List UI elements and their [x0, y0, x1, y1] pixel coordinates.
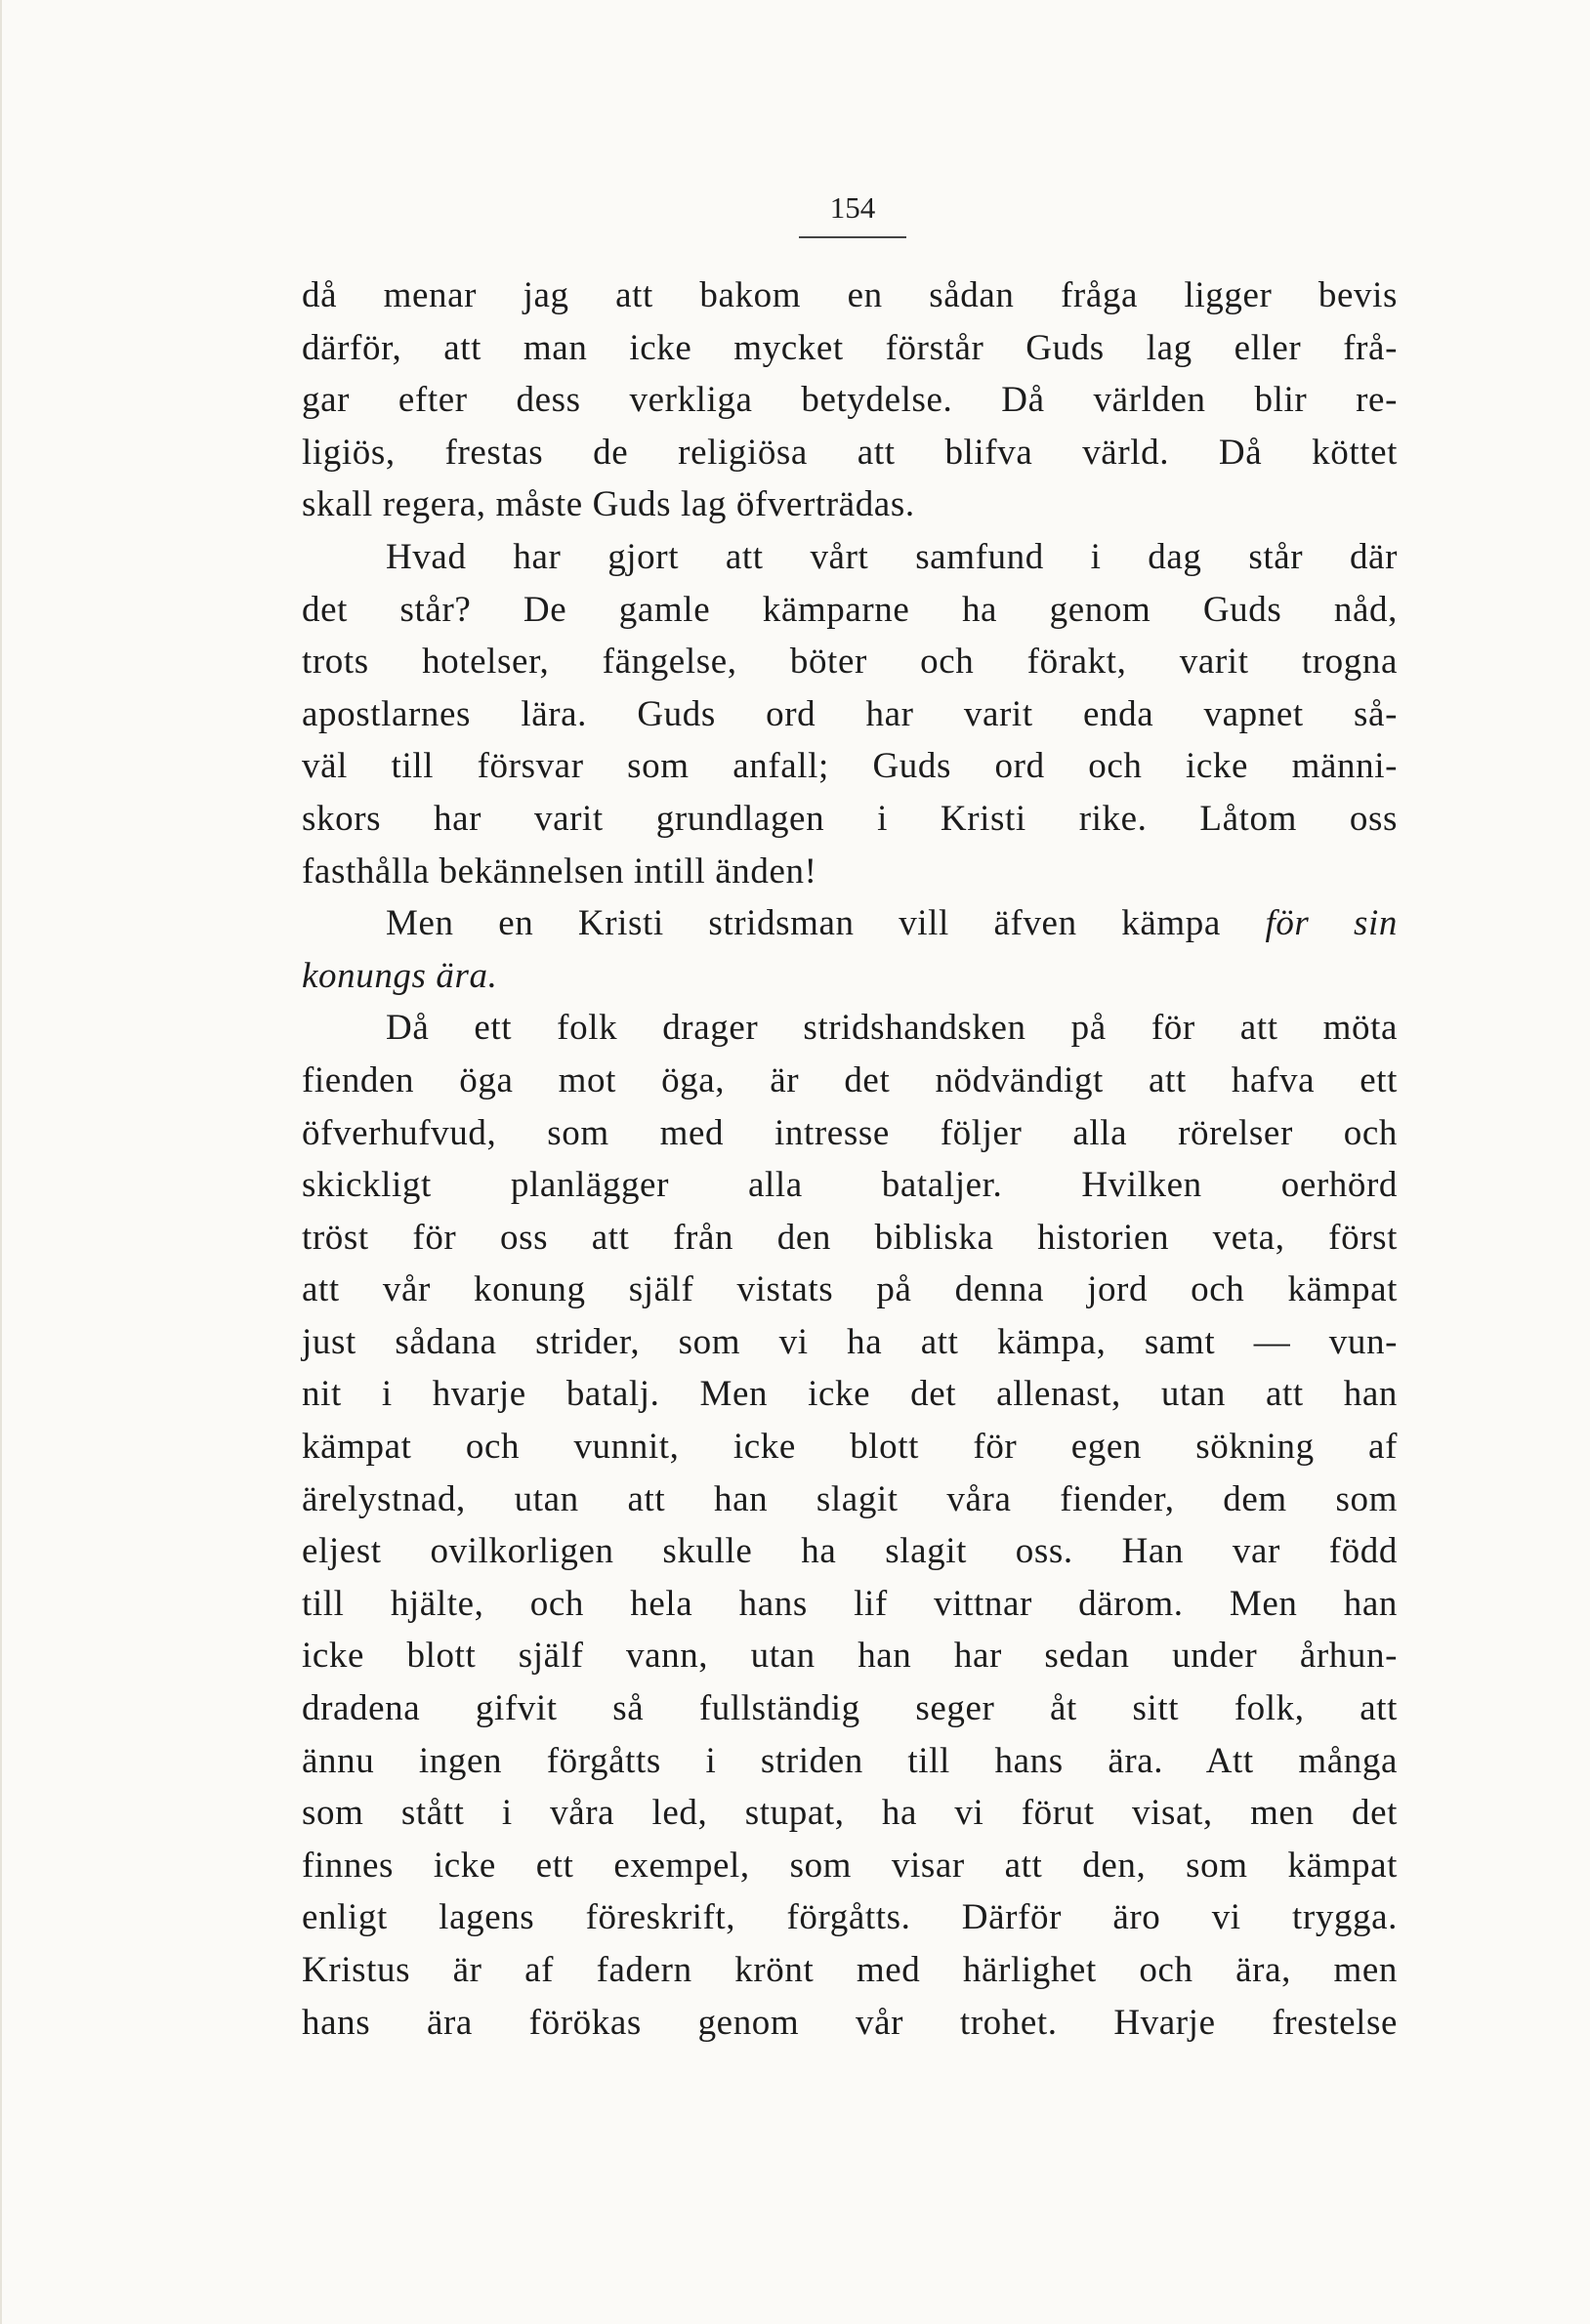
text-line: [302, 1630, 1398, 1682]
text-line: [302, 1578, 1398, 1631]
text-line: [302, 427, 1398, 479]
text-line-content: det står? De gamle kämparne ha genom Guds nåd,: [302, 589, 1398, 630]
text-line: [302, 1891, 1398, 1944]
text-line: [302, 636, 1398, 688]
text-line-content: att vår konung själf vistats på denna jord och kämpat: [302, 1269, 1398, 1310]
text-line: [302, 374, 1398, 427]
text-line: [302, 322, 1398, 375]
text-line-content: dradena gifvit så fullständig seger åt sitt folk, att: [302, 1688, 1398, 1729]
text-line: [302, 1421, 1398, 1473]
text-line-content: Då ett folk drager stridshandsken på för att möta: [386, 1008, 1398, 1049]
text-line: [302, 1944, 1398, 1997]
text-line: [302, 1997, 1398, 2050]
text-line-content: Hvad har gjort att vårt samfund i dag står där: [386, 536, 1398, 577]
text-line-content: gar efter dess verkliga betydelse. Då världen blir re-: [302, 380, 1398, 421]
text-line-content: Men en Kristi stridsman vill äfven kämpa: [386, 903, 1221, 944]
text-line-content: som stått i våra led, stupat, ha vi förut visat, men det: [302, 1793, 1398, 1834]
text-line-content: kämpat och vunnit, icke blott för egen sökning af: [302, 1427, 1398, 1468]
text-line: [302, 531, 1398, 584]
text-line: [302, 1002, 1398, 1055]
text-line: [302, 1787, 1398, 1840]
text-line-content: ligiös, frestas de religiösa att blifva värld. Då köttet: [302, 432, 1398, 473]
text-line: [302, 270, 1398, 322]
text-line-content: fienden öga mot öga, är det nödvändigt att hafva ett: [302, 1059, 1398, 1100]
text-line: [302, 478, 1398, 531]
text-line-content: fasthålla bekännelsen intill änden!: [302, 851, 817, 892]
text-line: [302, 1473, 1398, 1526]
italic-phrase: konungs ära.: [302, 955, 498, 996]
text-line-content: hans ära förökas genom vår trohet. Hvarje frestelse: [302, 2002, 1398, 2043]
body-text: [302, 270, 1398, 2049]
page-number: 154: [829, 190, 876, 225]
text-line-content: icke blott själf vann, utan han har sedan under århun-: [302, 1636, 1398, 1677]
text-line: [302, 846, 1398, 898]
text-line: [302, 1840, 1398, 1892]
text-line: [302, 1368, 1398, 1421]
text-line-content: finnes icke ett exempel, som visar att den, som kämpat: [302, 1845, 1398, 1886]
text-line: [302, 740, 1398, 793]
text-line: [302, 950, 1398, 1003]
text-line: [302, 688, 1398, 741]
text-line-content: Kristus är af fadern krönt med härlighet och ära, men: [302, 1950, 1398, 1990]
text-line: [302, 1682, 1398, 1735]
text-line-content: tröst för oss att från den bibliska historien veta, först: [302, 1217, 1398, 1258]
text-line-content: därför, att man icke mycket förstår Guds lag eller frå-: [302, 327, 1398, 368]
text-line-content: apostlarnes lära. Guds ord har varit enda vapnet så-: [302, 693, 1398, 734]
text-line: [302, 1735, 1398, 1788]
text-line: [302, 897, 1398, 950]
text-line: [302, 1316, 1398, 1369]
page-number-rule: [799, 236, 906, 238]
text-line-content: trots hotelser, fängelse, böter och förakt, varit trogna: [302, 642, 1398, 683]
text-line: [302, 1525, 1398, 1578]
text-line: [302, 793, 1398, 846]
text-line-content: öfverhufvud, som med intresse följer alla rörelser och: [302, 1112, 1398, 1153]
text-line-content: nit i hvarje batalj. Men icke det allenast, utan att han: [302, 1374, 1398, 1415]
text-line: [302, 1107, 1398, 1160]
text-line-content: skickligt planlägger alla bataljer. Hvilken oerhörd: [302, 1165, 1398, 1206]
text-line: [302, 1159, 1398, 1212]
text-line-content: skall regera, måste Guds lag öfverträdas.: [302, 484, 915, 525]
text-line: [302, 1212, 1398, 1265]
text-line-content: just sådana strider, som vi ha att kämpa, samt — vun-: [302, 1321, 1398, 1362]
text-line-content: då menar jag att bakom en sådan fråga ligger bevis: [302, 275, 1398, 315]
text-line: [302, 1264, 1398, 1316]
text-line-content: väl till försvar som anfall; Guds ord och icke männi-: [302, 746, 1398, 787]
text-line: [302, 1055, 1398, 1107]
text-line-content: ärelystnad, utan att han slagit våra fiender, dem som: [302, 1478, 1398, 1519]
text-line-content: ännu ingen förgåtts i striden till hans ära. Att många: [302, 1740, 1398, 1781]
text-line-content: enligt lagens föreskrift, förgåtts. Därför äro vi trygga.: [302, 1897, 1398, 1938]
italic-phrase: för sin: [1265, 903, 1398, 944]
text-line-content: eljest ovilkorligen skulle ha slagit oss. Han var född: [302, 1531, 1398, 1572]
text-line: [302, 584, 1398, 637]
text-line-content: skors har varit grundlagen i Kristi rike. Låtom oss: [302, 798, 1398, 839]
text-line-content: till hjälte, och hela hans lif vittnar därom. Men han: [302, 1583, 1398, 1624]
